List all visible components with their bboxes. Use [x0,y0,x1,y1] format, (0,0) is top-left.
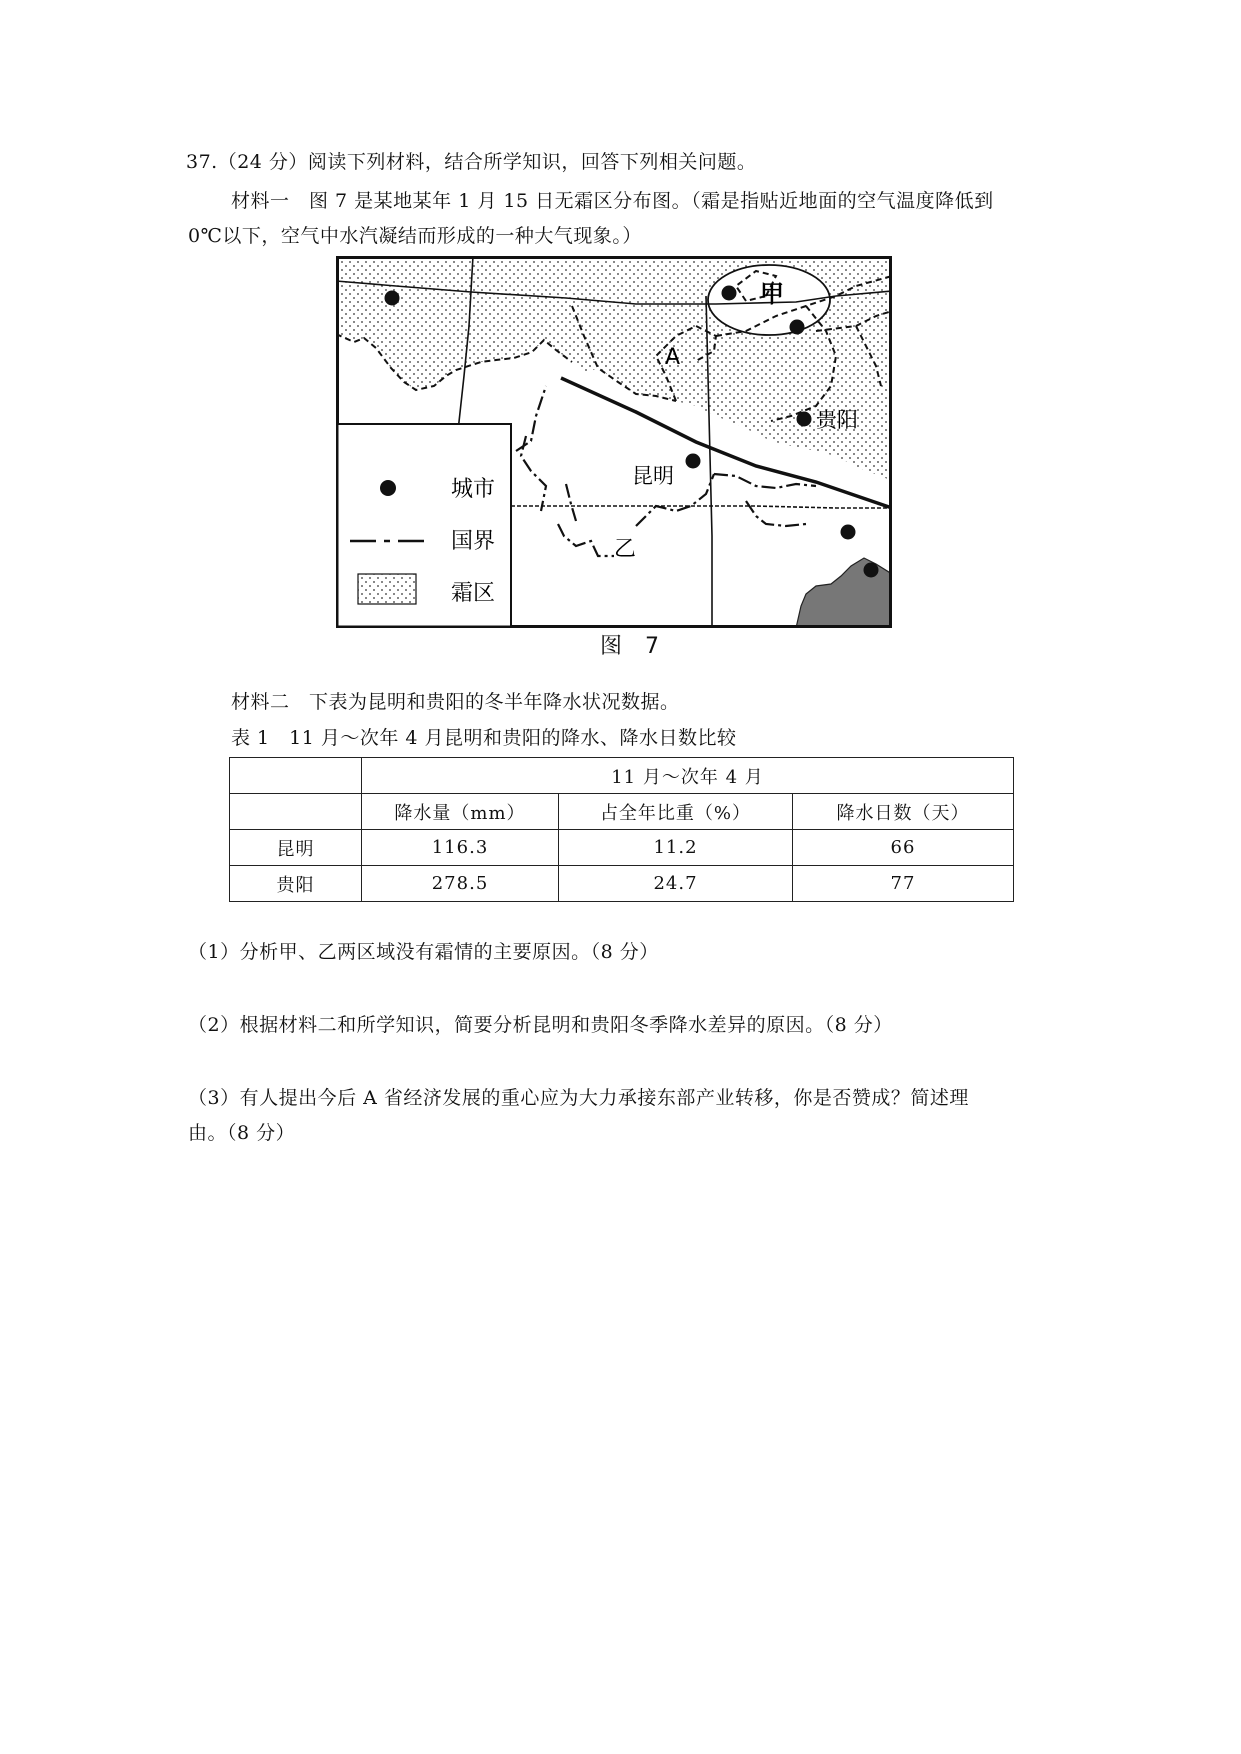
legend-city-label: 城市 [451,477,496,502]
table-value-cell: 116.3 [362,830,559,866]
material-two-intro: 材料二 下表为昆明和贵阳的冬半年降水状况数据。 [231,691,680,713]
table-period-header: 11 月～次年 4 月 [362,758,1014,794]
legend-frost-icon [358,574,416,604]
city-dot-kunming [686,454,701,469]
label-a-province: A [665,345,681,370]
table-header-share: 占全年比重（%） [559,794,793,830]
legend-frost-label: 霜区 [451,581,496,606]
label-kunming: 昆明 [632,464,674,488]
table-header-days: 降水日数（天） [793,794,1014,830]
table-city-cell: 昆明 [230,830,362,866]
table-row [230,830,1014,866]
frost-map-figure [336,256,892,628]
city-dot-south-2 [864,563,879,578]
table-value-cell: 24.7 [559,866,793,902]
table-row [230,794,1014,830]
city-dot-south-1 [841,525,856,540]
label-guiyang: 贵阳 [816,408,858,432]
label-jia: 甲 [760,280,784,308]
table-value-cell: 66 [793,830,1014,866]
table-value-cell: 77 [793,866,1014,902]
table-city-cell: 贵阳 [230,866,362,902]
city-dot-northwest [385,291,400,306]
table-value-cell: 278.5 [362,866,559,902]
label-yi: 乙 [614,537,637,562]
city-dot-guiyang [797,412,812,427]
legend-city-icon [380,480,396,496]
table-row [230,866,1014,902]
sub-question-1: （1）分析甲、乙两区域没有霜情的主要原因。（8 分） [188,941,659,963]
table-empty-cell [230,794,362,830]
question-header: 37.（24 分）阅读下列材料，结合所学知识，回答下列相关问题。 [186,151,757,173]
rainfall-table [229,757,1014,902]
table-row [230,758,1014,794]
sub-question-2: （2）根据材料二和所学知识，简要分析昆明和贵阳冬季降水差异的原因。（8 分） [188,1014,893,1036]
table-corner-cell [230,758,362,794]
material-one-line-1: 材料一 图 7 是某地某年 1 月 15 日无霜区分布图。（霜是指贴近地面的空气温度降低到 [231,190,994,212]
sub-question-3-line-2: 由。（8 分） [188,1122,296,1144]
city-dot-north-east [790,320,805,335]
material-one-line-2: 0℃以下，空气中水汽凝结而形成的一种大气现象。） [188,225,642,247]
sub-question-3-line-1: （3）有人提出今后 A 省经济发展的重心应为大力承接东部产业转移，你是否赞成？简述理 [188,1087,969,1109]
city-dot-jia [722,286,737,301]
figure-caption: 图 7 [600,634,667,659]
table-header-precip: 降水量（mm） [362,794,559,830]
table-title: 表 1 11 月～次年 4 月昆明和贵阳的降水、降水日数比较 [231,727,737,749]
table-value-cell: 11.2 [559,830,793,866]
legend-border-label: 国界 [451,529,496,554]
